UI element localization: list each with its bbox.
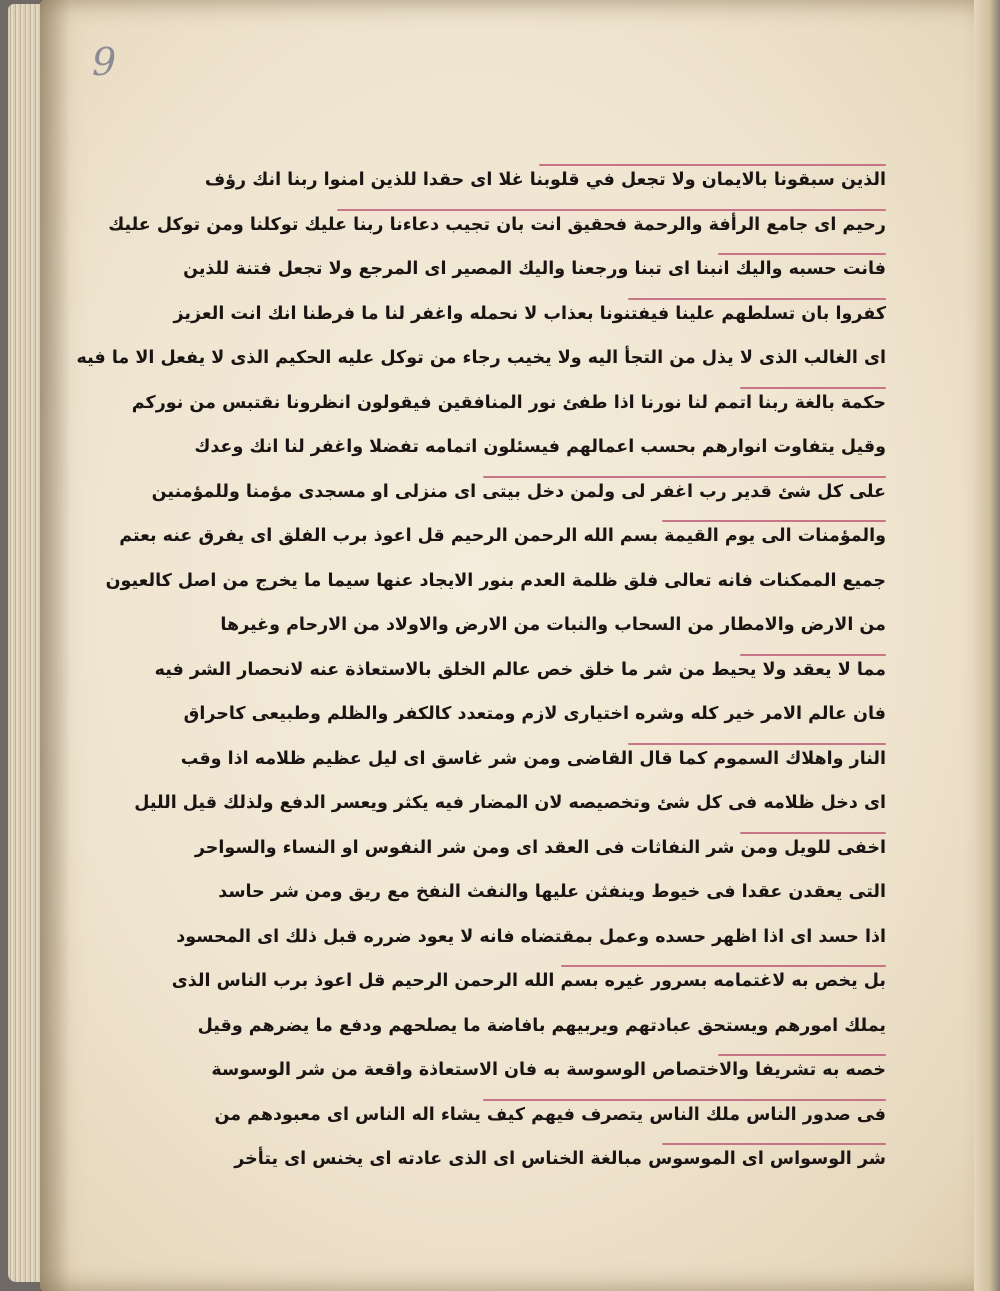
text-line: حكمة بالغة ربنا اتمم لنا نورنا اذا طفئ نور المنافقين فيقولون انظرونا نقتبس من نوركم (326, 383, 886, 428)
text-line: اذا حسد اى اذا اظهر حسده وعمل بمقتضاه فانه لا يعود ضرره قبل ذلك اى المحسود (176, 926, 886, 947)
text-line: من الارض والامطار من السحاب والنبات من الارض والاولاد من الارحام وغيرها (220, 615, 886, 635)
text-line: كفروا بان تسلطهم علينا فيفتنونا بعذاب لا نحمله واغفر لنا ما فرطنا انك انت العزيز (326, 294, 886, 339)
text-line: يملك امورهم ويستحق عبادتهم ويربيهم بافاضة ما يصلحهم ودفع ما يضرهم وقيل (197, 1015, 886, 1036)
text-line: على كل شئ قدير رب اغفر لى ولمن دخل بيتى اى منزلى او مسجدى مؤمنا وللمؤمنين (326, 472, 886, 517)
text-line: اخفى للويل ومن شر النفاثات فى العقد اى ومن شر النفوس او النساء والسواحر (326, 828, 886, 873)
right-page-edge (974, 0, 1000, 1291)
text-line: والمؤمنات الى يوم القيمة بسم الله الرحمن الرحيم قل اعوذ برب الفلق اى يفرق عنه بعتم (326, 516, 886, 561)
text-line: شر الوسواس اى الموسوس مبالغة الخناس اى الذى عادته اى يخنس اى يتأخر (326, 1139, 886, 1184)
text-line: خصه به تشريفا والاختصاص الوسوسة به فان الاستعاذة واقعة من شر الوسوسة (326, 1050, 886, 1095)
text-line: وقيل يتفاوت انوارهم بحسب اعمالهم فيسئلون اتمامه تفضلا واغفر لنا انك وعدك (194, 437, 886, 457)
text-line: رحيم اى جامع الرأفة والرحمة فحقيق انت بان تجيب دعاءنا ربنا عليك توكلنا ومن توكل عليك (326, 205, 886, 250)
text-line: فى صدور الناس ملك الناس يتصرف فيهم كيف يشاء اله الناس اى معبودهم من (326, 1095, 886, 1140)
text-line: اى الغالب الذى لا يذل من التجأ اليه ولا يخيب رجاء من توكل عليه الحكيم الذى لا يفعل الا ما فيه (76, 348, 886, 368)
text-line: مما لا يعقد ولا يحيط من شر ما خلق خص عالم الخلق بالاستعاذة عنه لانحصار الشر فيه (326, 650, 886, 695)
folio-number: 9 (92, 40, 117, 84)
text-line: الذين سبقونا بالايمان ولا تجعل في قلوبنا غلا اى حقدا للذين امنوا ربنا انك رؤف (326, 160, 886, 205)
text-block (76, 160, 886, 1184)
text-line: التى يعقدن عقدا فى خيوط وينفثن عليها والنفث النفخ مع ريق ومن شر حاسد (218, 882, 886, 902)
spine-shadow (40, 0, 70, 1291)
text-line: جميع الممكنات فانه تعالى فلق ظلمة العدم بنور الايجاد عنها سيما ما يخرج من اصل كالعيون (105, 570, 886, 591)
text-line: النار واهلاك السموم كما قال القاضى ومن شر غاسق اى ليل عظيم ظلامه اذا وقب (326, 739, 886, 784)
text-line: بل يخص به لاغتمامه بسرور غيره بسم الله الرحمن الرحيم قل اعوذ برب الناس الذى (326, 961, 886, 1006)
text-line: فان عالم الامر خير كله وشره اختيارى لازم ومتعدد كالكفر والظلم وطبيعى كاحراق (183, 704, 886, 724)
text-line: فانت حسبه واليك انبنا اى تبنا ورجعنا واليك المصير اى المرجع ولا تجعل فتنة للذين (326, 249, 886, 294)
text-line: اى دخل ظلامه فى كل شئ وتخصيصه لان المضار فيه يكثر ويعسر الدفع ولذلك قيل الليل (134, 793, 886, 813)
